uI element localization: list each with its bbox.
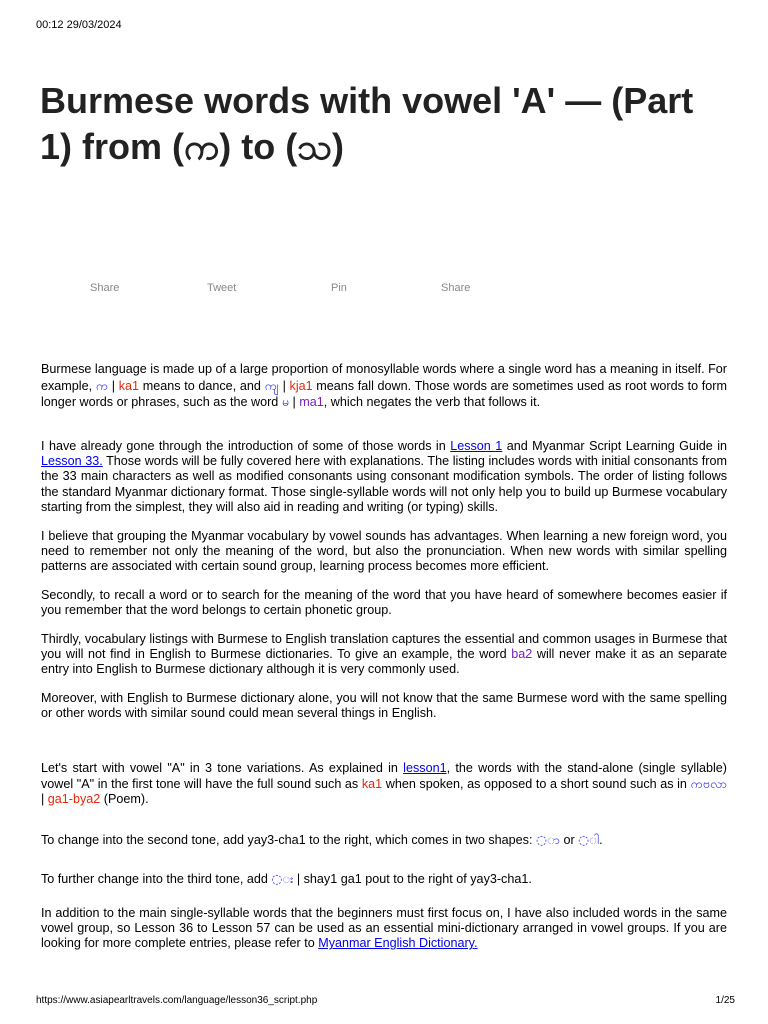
pin-button[interactable]: Pin <box>331 282 347 294</box>
vowel-a-paragraph: Let's start with vowel "A" in 3 tone variations. As explained in lesson1, the words with the stand-alone (single syllable) vowel "A" in the first tone will have the full sound such as ka1 when spoken, as opposed to a short sound such as in ကဗလာ | ga1-bya2 (Poem). <box>41 761 728 807</box>
burmese-word-poem: ကဗလာ <box>690 776 727 792</box>
lesson1-link[interactable]: lesson1 <box>403 761 447 775</box>
share-button-facebook[interactable]: Share <box>90 282 120 294</box>
romanized-kja1: kja1 <box>289 378 313 393</box>
grouping-paragraph: I believe that grouping the Myanmar vocabulary by vowel sounds has advantages. When learning a new foreign word, you need to remember not only the meaning of the word, but also the pronunciation. When new words with similar spelling patterns are associated with certain sound group, learning process becomes more efficient. <box>41 529 727 574</box>
lessons-paragraph: I have already gone through the introduction of some of those words in Lesson 1 and Myanmar Script Learning Guide in Lesson 33. Those words will be fully covered here with explanations. The listing includes words with initial consonants from the 33 main characters as well as modified consonants using consonant modification symbols. The order of listing follows the standard Myanmar dictionary format. Those single-syllable words will not only help you to build up Burmese vocabulary starting from the simplest, they will also aid in reading and writing (or typing) skills. <box>41 439 727 514</box>
print-timestamp: 00:12 29/03/2024 <box>36 19 122 31</box>
yay3-cha1-shape-2: ◌ါ <box>578 832 600 847</box>
mini-dictionary-paragraph: In addition to the main single-syllable words that the beginners must first focus on, I have also included words in the same vowel group, so Lesson 36 to Lesson 57 can be used as an essential mini-dictionary arranged in vowel groups. If you are looking for more complete entries, please refer to Myanmar English Dictionary. <box>41 906 727 951</box>
print-page-number: 1/25 <box>715 995 735 1006</box>
romanized-ka1-example: ka1 <box>361 777 383 792</box>
lesson-1-link[interactable]: Lesson 1 <box>450 439 503 453</box>
share-button-other[interactable]: Share <box>441 282 471 294</box>
dictionary-paragraph: Moreover, with English to Burmese dictionary alone, you will not know that the same Burmese word with the same spelling or other words with similar sound could mean several things in English. <box>41 691 727 721</box>
romanized-ba2: ba2 <box>511 647 533 662</box>
romanized-ma1: ma1 <box>299 395 324 409</box>
myanmar-english-dictionary-link[interactable]: Myanmar English Dictionary. <box>318 936 478 951</box>
burmese-word-ma: မ <box>281 394 290 409</box>
romanized-ga1-bya2: ga1-bya2 <box>47 792 101 807</box>
burmese-word-kja: ကျ <box>264 377 279 393</box>
burmese-word-ka: က <box>95 377 109 393</box>
tweet-button[interactable]: Tweet <box>207 282 237 294</box>
recall-paragraph: Secondly, to recall a word or to search for the meaning of the word that you have heard of somewhere becomes easier if you remember that the word belongs to certain phonetic group. <box>41 588 727 618</box>
third-tone-paragraph: To further change into the third tone, add ◌း | shay1 ga1 pout to the right of yay3-cha1. <box>41 871 532 886</box>
shay1-ga1-pout-symbol: ◌း <box>271 871 294 886</box>
page-title: Burmese words with vowel 'A' — (Part 1) from (က) to (သ) <box>40 80 694 167</box>
romanized-ka1: ka1 <box>118 378 140 393</box>
print-footer-url: https://www.asiapearltravels.com/language/lesson36_script.php <box>36 995 318 1006</box>
intro-paragraph: Burmese language is made up of a large proportion of monosyllable words where a single word has a meaning in itself. For example, က | ka1 means to dance, and ကျ | kja1 means fall down. Those words are sometimes used as root words to form longer words or phrases, such as the word မ | ma1, which negates the verb that follows it. <box>41 362 727 409</box>
yay3-cha1-shape-1: ◌ာ <box>535 832 560 847</box>
second-tone-paragraph: To change into the second tone, add yay3-cha1 to the right, which comes in two shapes: ◌ာ or ◌ါ. <box>41 832 603 847</box>
translation-paragraph: Thirdly, vocabulary listings with Burmese to English translation captures the essential and common usages in Burmese that you will not find in English to Burmese dictionaries. To give an example, the word ba2 will never make it as an separate entry into English to Burmese dictionary although it is very commonly used. <box>41 632 727 677</box>
lesson-33-link[interactable]: Lesson 33. <box>41 454 103 469</box>
